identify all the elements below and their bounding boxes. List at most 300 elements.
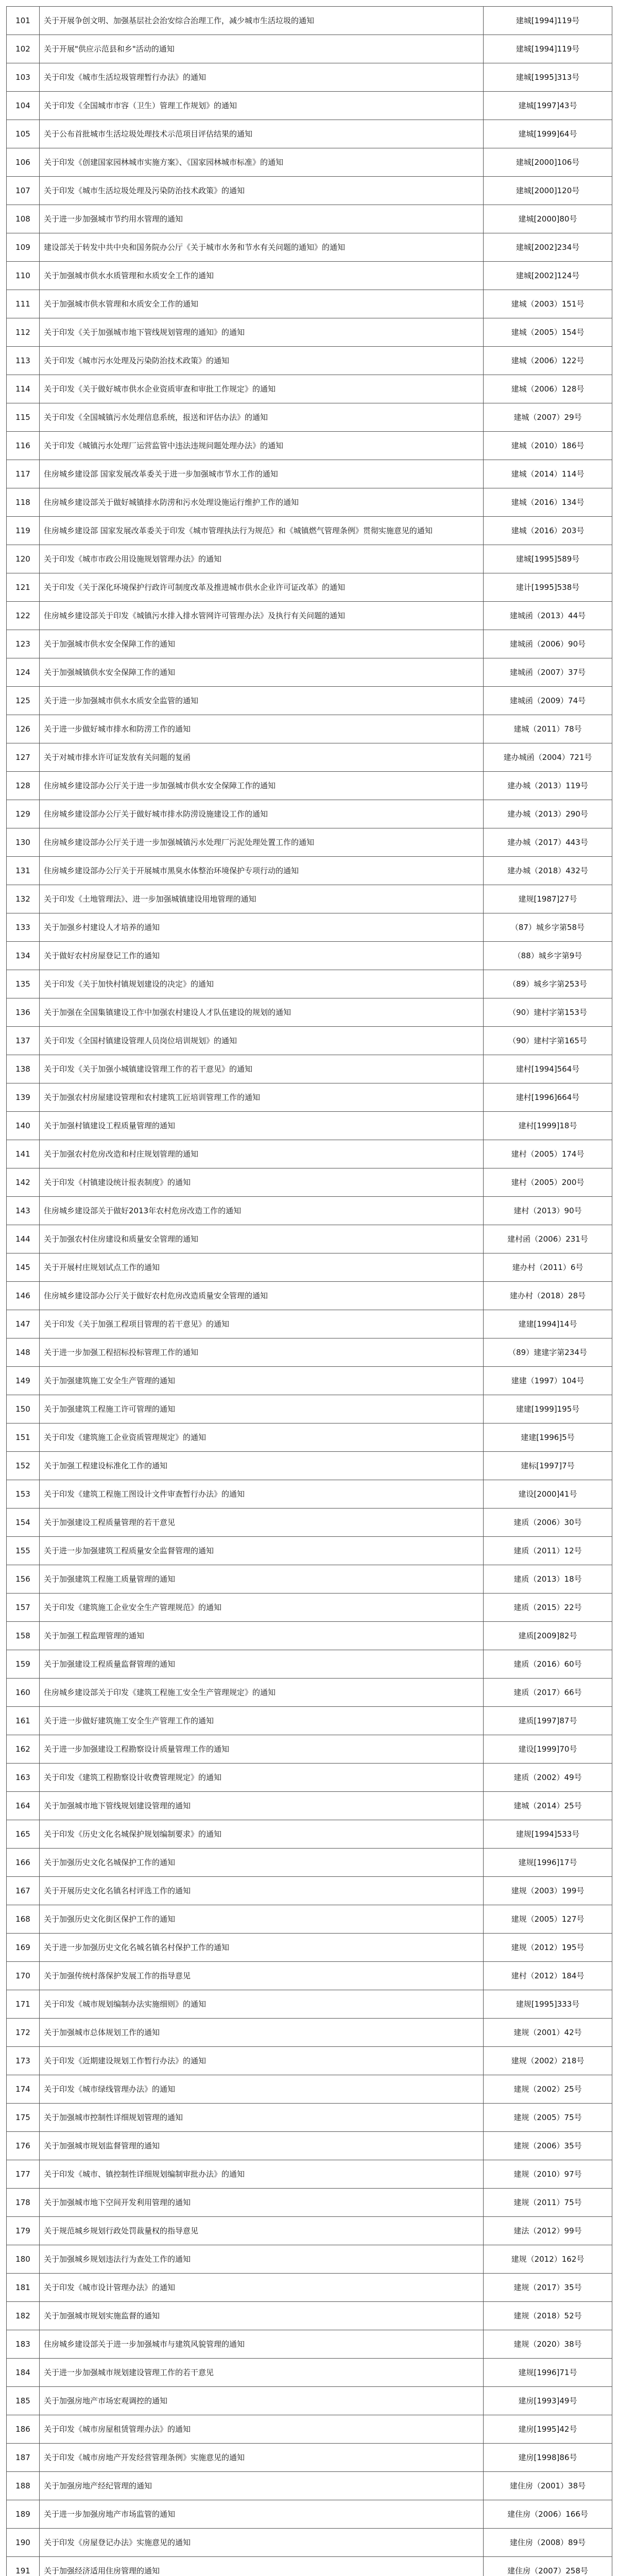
document-number: （89）建建字第234号	[484, 1338, 612, 1367]
table-row	[7, 2104, 612, 2132]
table-row	[7, 1764, 612, 1792]
row-number: 149	[7, 1367, 40, 1395]
document-number: 建城（2011）78号	[484, 715, 612, 743]
row-number: 131	[7, 857, 40, 885]
document-number: 建城[2002]124号	[484, 262, 612, 290]
table-row	[7, 1849, 612, 1877]
document-title: 关于印发《创建国家园林城市实施方案》、《国家园林城市标准》的通知	[40, 148, 484, 177]
row-number: 107	[7, 177, 40, 205]
table-row	[7, 2444, 612, 2472]
document-number: 建城[1994]119号	[484, 7, 612, 35]
document-title: 关于加强建筑工程施工质量管理的通知	[40, 1565, 484, 1594]
row-number: 111	[7, 290, 40, 318]
table-row	[7, 233, 612, 262]
table-row	[7, 630, 612, 658]
document-title: 关于加强工程监理管理的通知	[40, 1622, 484, 1650]
document-title: 关于加强城市规划实施监督的通知	[40, 2302, 484, 2330]
document-title: 住房城乡建设部关于印发《建筑工程施工安全生产管理规定》的通知	[40, 1679, 484, 1707]
document-number: 建住房（2008）89号	[484, 2529, 612, 2557]
table-row	[7, 2019, 612, 2047]
table-row	[7, 1225, 612, 1253]
document-title: 关于进一步做好城市排水和防涝工作的通知	[40, 715, 484, 743]
document-title: 关于印发《城市房地产开发经营管理条例》实施意见的通知	[40, 2444, 484, 2472]
table-row	[7, 1423, 612, 1452]
table-row	[7, 1990, 612, 2019]
table-row	[7, 1934, 612, 1962]
document-title: 关于加强建筑施工安全生产管理的通知	[40, 1367, 484, 1395]
row-number: 137	[7, 1027, 40, 1055]
row-number: 113	[7, 347, 40, 375]
document-number: 建规[1996]71号	[484, 2359, 612, 2387]
document-number: 建质（2002）49号	[484, 1764, 612, 1792]
document-title: 关于加强工程建设标准化工作的通知	[40, 1452, 484, 1480]
table-row	[7, 2217, 612, 2245]
table-row	[7, 2132, 612, 2160]
document-title: 关于加强城乡规划违法行为查处工作的通知	[40, 2245, 484, 2274]
document-number: 建质（2011）12号	[484, 1537, 612, 1565]
table-row	[7, 2557, 612, 2576]
document-number: 建房[1998]86号	[484, 2444, 612, 2472]
document-title: 关于进一步加强建设工程勘察设计质量管理工作的通知	[40, 1735, 484, 1764]
table-row	[7, 1253, 612, 1282]
document-title: 住房城乡建设部办公厅关于做好农村危房改造质量安全管理的通知	[40, 1282, 484, 1310]
document-title: 关于印发《关于加强工程项目管理的若干意见》的通知	[40, 1310, 484, 1338]
document-number: 建城（2006）122号	[484, 347, 612, 375]
row-number: 152	[7, 1452, 40, 1480]
document-number: （87）城乡字第58号	[484, 913, 612, 942]
table-row	[7, 1140, 612, 1168]
document-number: 建城[1995]589号	[484, 545, 612, 573]
row-number: 141	[7, 1140, 40, 1168]
table-row	[7, 262, 612, 290]
row-number: 184	[7, 2359, 40, 2387]
table-row	[7, 1112, 612, 1140]
row-number: 185	[7, 2387, 40, 2415]
row-number: 120	[7, 545, 40, 573]
row-number: 125	[7, 687, 40, 715]
table-row	[7, 1565, 612, 1594]
document-title: 关于加强城市地下管线规划建设管理的通知	[40, 1792, 484, 1820]
document-number: 建村[1996]664号	[484, 1083, 612, 1112]
document-number: 建村函（2006）231号	[484, 1225, 612, 1253]
document-title: 关于印发《全国城市市容（卫生）管理工作规划》的通知	[40, 92, 484, 120]
document-number: 建规（2002）25号	[484, 2075, 612, 2104]
document-title: 关于开展争创文明、加强基层社会治安综合治理工作，减少城市生活垃圾的通知	[40, 7, 484, 35]
document-title: 关于进一步做好建筑施工安全生产管理工作的通知	[40, 1707, 484, 1735]
row-number: 126	[7, 715, 40, 743]
document-number: 建规（2006）35号	[484, 2132, 612, 2160]
table-row	[7, 2160, 612, 2189]
document-number: 建法（2012）99号	[484, 2217, 612, 2245]
table-row	[7, 177, 612, 205]
row-number: 157	[7, 1594, 40, 1622]
table-row	[7, 1650, 612, 1679]
document-number: 建城函（2007）37号	[484, 658, 612, 687]
document-number: 建村（2005）200号	[484, 1168, 612, 1197]
table-row	[7, 403, 612, 432]
document-number: 建城（2014）114号	[484, 460, 612, 488]
row-number: 158	[7, 1622, 40, 1650]
row-number: 132	[7, 885, 40, 913]
row-number: 174	[7, 2075, 40, 2104]
row-number: 121	[7, 573, 40, 602]
document-number: 建城（2007）29号	[484, 403, 612, 432]
document-title: 关于印发《城市生活垃圾管理暂行办法》的通知	[40, 63, 484, 92]
table-row	[7, 2274, 612, 2302]
document-title: 关于加强农村房屋建设管理和农村建筑工匠培训管理工作的通知	[40, 1083, 484, 1112]
table-row	[7, 772, 612, 800]
table-row	[7, 1367, 612, 1395]
document-title: 建设部关于转发中共中央和国务院办公厅《关于城市水务和节水有关问题的通知》的通知	[40, 233, 484, 262]
table-row	[7, 1055, 612, 1083]
table-row	[7, 1509, 612, 1537]
table-row	[7, 1820, 612, 1849]
table-row	[7, 148, 612, 177]
document-title: 关于印发《村镇建设统计报表制度》的通知	[40, 1168, 484, 1197]
document-number: 建办村（2018）28号	[484, 1282, 612, 1310]
document-number: 建城[2002]234号	[484, 233, 612, 262]
document-title: 关于加强建设工程质量监督管理的通知	[40, 1650, 484, 1679]
document-number: 建城[2000]120号	[484, 177, 612, 205]
document-title: 关于印发《城市市政公用设施规划管理办法》的通知	[40, 545, 484, 573]
row-number: 155	[7, 1537, 40, 1565]
table-row	[7, 1480, 612, 1509]
document-title: 住房城乡建设部关于做好2013年农村危房改造工作的通知	[40, 1197, 484, 1225]
row-number: 188	[7, 2472, 40, 2500]
table-row	[7, 2415, 612, 2444]
document-number: （89）城乡字第253号	[484, 970, 612, 998]
document-number: 建房[1993]49号	[484, 2387, 612, 2415]
table-row	[7, 1338, 612, 1367]
table-row	[7, 2500, 612, 2529]
row-number: 136	[7, 998, 40, 1027]
document-title: 关于开展"供应示范县和乡"活动的通知	[40, 35, 484, 63]
document-number: 建设[1999]70号	[484, 1735, 612, 1764]
document-number: 建办村（2011）6号	[484, 1253, 612, 1282]
document-number: 建村[1999]18号	[484, 1112, 612, 1140]
document-title: 关于印发《房屋登记办法》实施意见的通知	[40, 2529, 484, 2557]
table-row	[7, 602, 612, 630]
table-row	[7, 347, 612, 375]
row-number: 156	[7, 1565, 40, 1594]
document-number: 建规（2001）42号	[484, 2019, 612, 2047]
document-title: 关于加强传统村落保护发展工作的指导意见	[40, 1962, 484, 1990]
document-number: 建城（2016）203号	[484, 517, 612, 545]
document-number: 建计[1995]538号	[484, 573, 612, 602]
document-title: 住房城乡建设部 国家发展改革委关于进一步加强城市节水工作的通知	[40, 460, 484, 488]
document-number: 建规[1995]333号	[484, 1990, 612, 2019]
row-number: 151	[7, 1423, 40, 1452]
row-number: 148	[7, 1338, 40, 1367]
table-row	[7, 318, 612, 347]
document-title: 关于印发《近期建设规划工作暂行办法》的通知	[40, 2047, 484, 2075]
table-row	[7, 35, 612, 63]
table-row	[7, 1452, 612, 1480]
document-title: 关于加强经济适用住房管理的通知	[40, 2557, 484, 2576]
document-title: 关于加强城市地下空间开发利用管理的通知	[40, 2189, 484, 2217]
table-row	[7, 2529, 612, 2557]
row-number: 128	[7, 772, 40, 800]
row-number: 119	[7, 517, 40, 545]
table-row	[7, 92, 612, 120]
document-number: 建规（2018）52号	[484, 2302, 612, 2330]
document-number: （88）城乡字第9号	[484, 942, 612, 970]
document-title: 关于加强城市总体规划工作的通知	[40, 2019, 484, 2047]
document-title: 关于印发《建筑工程施工图设计文件审查暂行办法》的通知	[40, 1480, 484, 1509]
document-number: 建城函（2013）44号	[484, 602, 612, 630]
row-number: 110	[7, 262, 40, 290]
row-number: 104	[7, 92, 40, 120]
row-number: 109	[7, 233, 40, 262]
document-title: 关于印发《城市、镇控制性详细规划编制审批办法》的通知	[40, 2160, 484, 2189]
document-title: 关于印发《城市绿线管理办法》的通知	[40, 2075, 484, 2104]
document-title: 关于印发《关于加强城市地下管线规划管理的通知》的通知	[40, 318, 484, 347]
row-number: 127	[7, 743, 40, 772]
row-number: 186	[7, 2415, 40, 2444]
document-title: 关于加强历史文化街区保护工作的通知	[40, 1905, 484, 1934]
document-number: 建城函（2006）90号	[484, 630, 612, 658]
table-row	[7, 998, 612, 1027]
document-number: 建规（2011）75号	[484, 2189, 612, 2217]
table-row	[7, 120, 612, 148]
row-number: 176	[7, 2132, 40, 2160]
document-number: 建质（2006）30号	[484, 1509, 612, 1537]
row-number: 170	[7, 1962, 40, 1990]
document-title: 关于印发《全国城镇污水处理信息系统，报送和评估办法》的通知	[40, 403, 484, 432]
row-number: 167	[7, 1877, 40, 1905]
table-row	[7, 857, 612, 885]
document-title: 关于印发《全国村镇建设管理人员岗位培训规划》的通知	[40, 1027, 484, 1055]
row-number: 117	[7, 460, 40, 488]
document-title: 关于开展历史文化名镇名村评选工作的通知	[40, 1877, 484, 1905]
document-number: 建办城（2018）432号	[484, 857, 612, 885]
table-row	[7, 2075, 612, 2104]
document-number: 建规（2005）127号	[484, 1905, 612, 1934]
document-title: 关于印发《建筑工程勘察设计收费管理规定》的通知	[40, 1764, 484, 1792]
document-title: 关于加强城市控制性详细规划管理的通知	[40, 2104, 484, 2132]
document-number: 建城[2000]106号	[484, 148, 612, 177]
document-title: 关于进一步加强建筑工程质量安全监督管理的通知	[40, 1537, 484, 1565]
document-number: 建规[1994]533号	[484, 1820, 612, 1849]
table-row	[7, 2189, 612, 2217]
row-number: 180	[7, 2245, 40, 2274]
document-title: 关于印发《历史文化名城保护规划编制要求》的通知	[40, 1820, 484, 1849]
document-number: 建质（2013）18号	[484, 1565, 612, 1594]
table-row	[7, 7, 612, 35]
document-title: 关于印发《关于加快村镇规划建设的决定》的通知	[40, 970, 484, 998]
document-title: 关于进一步加强城市节约用水管理的通知	[40, 205, 484, 233]
table-row	[7, 1707, 612, 1735]
table-row	[7, 2330, 612, 2359]
row-number: 140	[7, 1112, 40, 1140]
document-number: 建办城（2017）443号	[484, 828, 612, 857]
document-title: 关于做好农村房屋登记工作的通知	[40, 942, 484, 970]
document-title: 关于印发《关于加强小城镇建设管理工作的若干意见》的通知	[40, 1055, 484, 1083]
row-number: 145	[7, 1253, 40, 1282]
document-title: 关于印发《城市污水处理及污染防治技术政策》的通知	[40, 347, 484, 375]
table-row	[7, 375, 612, 403]
document-title: 住房城乡建设部办公厅关于进一步加强城市供水安全保障工作的通知	[40, 772, 484, 800]
row-number: 183	[7, 2330, 40, 2359]
row-number: 153	[7, 1480, 40, 1509]
row-number: 123	[7, 630, 40, 658]
row-number: 138	[7, 1055, 40, 1083]
document-title: 关于加强房地产经纪管理的通知	[40, 2472, 484, 2500]
document-number: 建村[1994]564号	[484, 1055, 612, 1083]
document-title: 关于开展村庄规划试点工作的通知	[40, 1253, 484, 1282]
table-row	[7, 2359, 612, 2387]
document-number: 建村（2013）90号	[484, 1197, 612, 1225]
table-row	[7, 460, 612, 488]
document-number: 建规（2005）75号	[484, 2104, 612, 2132]
row-number: 154	[7, 1509, 40, 1537]
table-row	[7, 1083, 612, 1112]
document-number: （90）建村字第165号	[484, 1027, 612, 1055]
table-row	[7, 1962, 612, 1990]
document-title: 关于加强房地产市场宏观调控的通知	[40, 2387, 484, 2415]
document-title: 关于加强农村住房建设和质量安全管理的通知	[40, 1225, 484, 1253]
document-number: 建村（2005）174号	[484, 1140, 612, 1168]
document-title: 关于进一步加强城市供水水质安全监管的通知	[40, 687, 484, 715]
row-number: 129	[7, 800, 40, 828]
row-number: 181	[7, 2274, 40, 2302]
document-number: 建建[1994]14号	[484, 1310, 612, 1338]
document-number: 建规（2010）97号	[484, 2160, 612, 2189]
document-title: 住房城乡建设部关于进一步加强城市与建筑风貌管理的通知	[40, 2330, 484, 2359]
document-title: 关于加强城镇供水安全保障工作的通知	[40, 658, 484, 687]
table-row	[7, 913, 612, 942]
row-number: 139	[7, 1083, 40, 1112]
document-number: 建城[1997]43号	[484, 92, 612, 120]
table-row	[7, 1282, 612, 1310]
table-row	[7, 2245, 612, 2274]
document-title: 关于印发《关于做好城市供水企业资质审查和审批工作规定》的通知	[40, 375, 484, 403]
row-number: 116	[7, 432, 40, 460]
row-number: 159	[7, 1650, 40, 1679]
row-number: 135	[7, 970, 40, 998]
document-title: 关于加强城市供水水质管理和水质安全工作的通知	[40, 262, 484, 290]
document-number: 建城[1999]64号	[484, 120, 612, 148]
row-number: 163	[7, 1764, 40, 1792]
table-row	[7, 658, 612, 687]
document-title: 关于进一步加强房地产市场监管的通知	[40, 2500, 484, 2529]
row-number: 166	[7, 1849, 40, 1877]
table-row	[7, 885, 612, 913]
document-number: 建规[1996]17号	[484, 1849, 612, 1877]
row-number: 147	[7, 1310, 40, 1338]
document-number: 建城（2010）186号	[484, 432, 612, 460]
regulation-list-table	[6, 6, 612, 2576]
document-title: 关于加强城市供水安全保障工作的通知	[40, 630, 484, 658]
document-number: 建城[2000]80号	[484, 205, 612, 233]
document-number: 建村（2012）184号	[484, 1962, 612, 1990]
document-number: 建质（2017）66号	[484, 1679, 612, 1707]
document-number: 建城（2003）151号	[484, 290, 612, 318]
row-number: 189	[7, 2500, 40, 2529]
document-title: 关于加强农村危房改造和村庄规划管理的通知	[40, 1140, 484, 1168]
table-row	[7, 2047, 612, 2075]
table-row	[7, 573, 612, 602]
table-row	[7, 517, 612, 545]
row-number: 134	[7, 942, 40, 970]
row-number: 144	[7, 1225, 40, 1253]
document-title: 关于加强城市供水管理和水质安全工作的通知	[40, 290, 484, 318]
row-number: 133	[7, 913, 40, 942]
document-number: 建城[1994]119号	[484, 35, 612, 63]
row-number: 161	[7, 1707, 40, 1735]
document-number: 建质[2009]82号	[484, 1622, 612, 1650]
table-row	[7, 1168, 612, 1197]
table-row	[7, 1594, 612, 1622]
table-row	[7, 1877, 612, 1905]
table-row	[7, 1310, 612, 1338]
document-title: 关于印发《城市房屋租赁管理办法》的通知	[40, 2415, 484, 2444]
document-number: 建住房（2006）166号	[484, 2500, 612, 2529]
table-row	[7, 290, 612, 318]
document-title: 关于印发《关于深化环境保护行政许可制度改革及推进城市供水企业许可证改革》的通知	[40, 573, 484, 602]
document-number: 建建（1997）104号	[484, 1367, 612, 1395]
document-number: 建规（2002）218号	[484, 2047, 612, 2075]
document-title: 住房城乡建设部 国家发展改革委关于印发《城市管理执法行为规范》和《城镇燃气管理条例》贯彻实施意见的通知	[40, 517, 484, 545]
document-number: 建办城（2013）290号	[484, 800, 612, 828]
table-row	[7, 205, 612, 233]
row-number: 130	[7, 828, 40, 857]
table-row	[7, 715, 612, 743]
row-number: 173	[7, 2047, 40, 2075]
document-title: 关于印发《城镇污水处理厂运营监管中违法违规问题处理办法》的通知	[40, 432, 484, 460]
row-number: 142	[7, 1168, 40, 1197]
table-row	[7, 1622, 612, 1650]
document-number: 建办城函（2004）721号	[484, 743, 612, 772]
row-number: 103	[7, 63, 40, 92]
table-row	[7, 2302, 612, 2330]
row-number: 177	[7, 2160, 40, 2189]
row-number: 165	[7, 1820, 40, 1849]
document-number: 建规（2003）199号	[484, 1877, 612, 1905]
row-number: 114	[7, 375, 40, 403]
document-title: 住房城乡建设部办公厅关于做好城市排水防涝设施建设工作的通知	[40, 800, 484, 828]
document-number: 建建[1999]195号	[484, 1395, 612, 1423]
document-number: 建房[1995]42号	[484, 2415, 612, 2444]
document-title: 关于加强乡村建设人才培养的通知	[40, 913, 484, 942]
table-row	[7, 687, 612, 715]
row-number: 143	[7, 1197, 40, 1225]
document-number: 建城（2016）134号	[484, 488, 612, 517]
document-number: 建办城（2013）119号	[484, 772, 612, 800]
row-number: 106	[7, 148, 40, 177]
row-number: 190	[7, 2529, 40, 2557]
document-number: 建规（2020）38号	[484, 2330, 612, 2359]
document-title: 关于印发《城市生活垃圾处理及污染防治技术政策》的通知	[40, 177, 484, 205]
row-number: 175	[7, 2104, 40, 2132]
table-row	[7, 828, 612, 857]
row-number: 171	[7, 1990, 40, 2019]
table-row	[7, 2387, 612, 2415]
document-number: 建规（2012）195号	[484, 1934, 612, 1962]
row-number: 182	[7, 2302, 40, 2330]
document-number: 建城[1995]313号	[484, 63, 612, 92]
document-number: 建城（2014）25号	[484, 1792, 612, 1820]
document-title: 关于印发《建筑施工企业资质管理规定》的通知	[40, 1423, 484, 1452]
document-number: 建住房（2001）38号	[484, 2472, 612, 2500]
document-title: 关于加强历史文化名城保护工作的通知	[40, 1849, 484, 1877]
table-row	[7, 1537, 612, 1565]
row-number: 105	[7, 120, 40, 148]
document-title: 关于加强村镇建设工程质量管理的通知	[40, 1112, 484, 1140]
row-number: 187	[7, 2444, 40, 2472]
row-number: 178	[7, 2189, 40, 2217]
document-number: 建规（2012）162号	[484, 2245, 612, 2274]
